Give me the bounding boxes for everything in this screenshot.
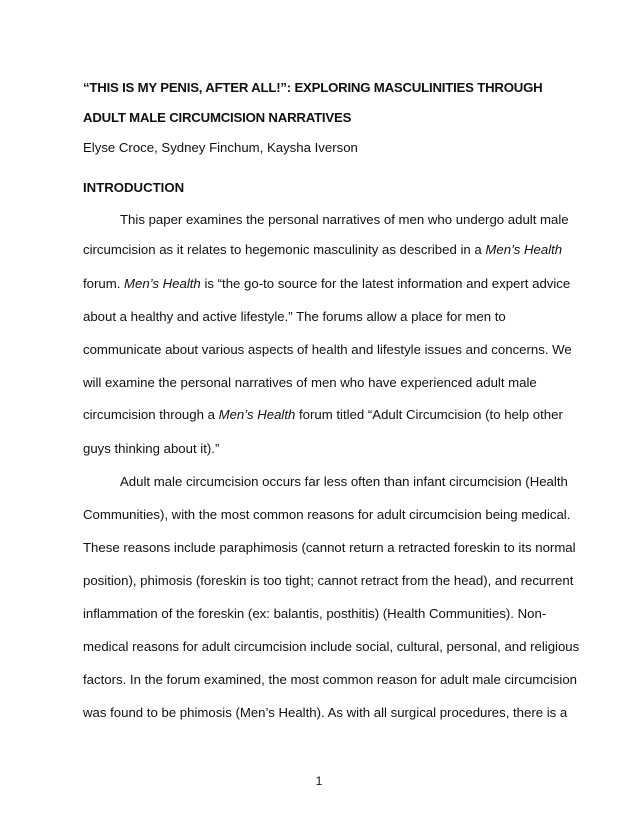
paragraph-1-line-3 (83, 276, 570, 292)
italic-title: Men’s Health (485, 242, 563, 257)
paragraph-2-line-4: position), phimosis (foreskin is too tight; cannot retract from the head), and recurrent (83, 573, 574, 588)
paragraph-2-line-6: medical reasons for adult circumcision include social, cultural, personal, and religious (83, 639, 580, 654)
text-run: is “the go-to source for the latest information and expert advice (200, 276, 571, 291)
paragraph-1-line-6: will examine the personal narratives of men who have experienced adult male (83, 375, 537, 390)
italic-title: Men’s Health (218, 407, 296, 422)
paragraph-1-line-5: communicate about various aspects of health and lifestyle issues and concerns. We (83, 342, 572, 357)
paper-title-line-2: ADULT MALE CIRCUMCISION NARRATIVES (83, 110, 352, 125)
paragraph-1-line-2 (83, 242, 562, 258)
paragraph-2-line-3: These reasons include paraphimosis (cannot return a retracted foreskin to its normal (83, 540, 576, 555)
text-run: circumcision through a (83, 407, 219, 422)
italic-title: Men’s Health (124, 276, 201, 291)
paragraph-2-line-8: was found to be phimosis (Men’s Health). As with all surgical procedures, there is a (83, 705, 568, 720)
text-run: forum titled “Adult Circumcision (to help other (295, 407, 563, 422)
paragraph-1-line-1: This paper examines the personal narratives of men who undergo adult male (120, 212, 569, 227)
paragraph-2-line-5: inflammation of the foreskin (ex: balantis, posthitis) (Health Communities). Non- (83, 606, 547, 621)
author-list: Elyse Croce, Sydney Finchum, Kaysha Iverson (83, 140, 358, 155)
paragraph-1-line-8: guys thinking about it).” (83, 441, 220, 456)
paragraph-2-line-2: Communities), with the most common reasons for adult circumcision being medical. (83, 507, 571, 522)
text-run: circumcision as it relates to hegemonic masculinity as described in a (83, 242, 486, 257)
paragraph-2-line-7: factors. In the forum examined, the most common reason for adult male circumcision (83, 672, 578, 687)
page-number: 1 (315, 774, 323, 788)
section-heading: INTRODUCTION (83, 180, 185, 195)
paragraph-1-line-7 (83, 407, 563, 423)
paper-title-line-1: “THIS IS MY PENIS, AFTER ALL!”: EXPLORING MASCULINITIES THROUGH (83, 80, 543, 95)
paragraph-1-line-4: about a healthy and active lifestyle.” The forums allow a place for men to (83, 309, 506, 324)
text-run: forum. (83, 276, 125, 291)
paragraph-2-line-1: Adult male circumcision occurs far less often than infant circumcision (Health (120, 474, 568, 489)
